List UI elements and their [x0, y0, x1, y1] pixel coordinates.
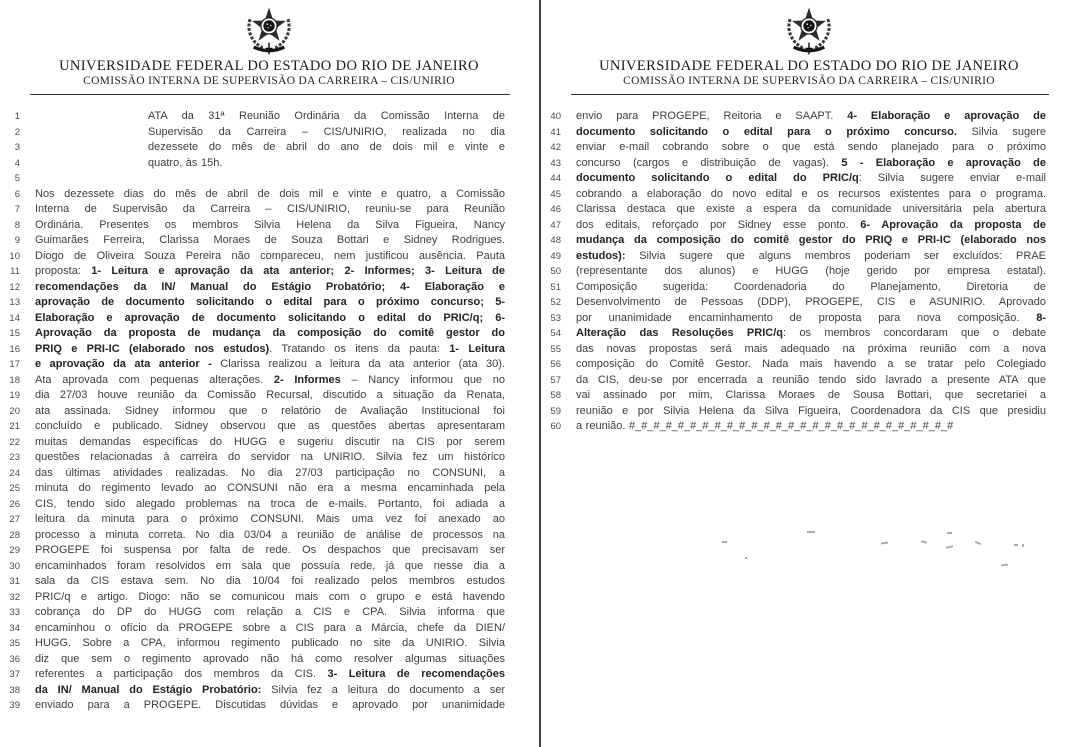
document-line	[541, 156, 1077, 172]
line-number: 31	[9, 576, 20, 587]
document-line	[0, 667, 538, 683]
document-line	[541, 249, 1077, 265]
line-number: 9	[14, 235, 20, 246]
page-2-body	[541, 109, 1077, 435]
document-line	[0, 574, 538, 590]
line-text: envio para PROGEPE, Reitoria e SAAPT. 4- Elaboração e aprovação de	[576, 110, 1046, 122]
line-number: 59	[550, 405, 561, 417]
document-line	[541, 187, 1077, 203]
document-line	[541, 295, 1077, 311]
document-line	[0, 652, 538, 668]
line-number: 34	[9, 622, 20, 634]
document-line	[0, 404, 538, 420]
line-text: recomendações da IN/ Manual do Estágio Probatório; 4- Elaboração e	[35, 280, 505, 293]
document-line	[0, 280, 538, 296]
document-line	[0, 512, 538, 528]
header-rule	[571, 94, 1049, 95]
document-line	[541, 388, 1077, 404]
line-number: 54	[550, 328, 561, 339]
page-2	[539, 0, 1077, 747]
document-line	[0, 590, 538, 606]
document-line	[0, 342, 538, 358]
line-text: enviar e-mail cobrando sobre o que está sendo planejado para o próximo	[576, 141, 1046, 153]
document-line	[0, 528, 538, 544]
line-number: 50	[550, 266, 561, 277]
line-number: 12	[9, 281, 20, 293]
line-number: 6	[14, 188, 20, 200]
line-text: por unanimidade encaminhamento de proposta para nova composição. 8-	[576, 311, 1046, 324]
line-text: aprovação de documento solicitando o edital para o próximo concurso; 5-	[35, 296, 505, 308]
document-line	[0, 683, 538, 699]
line-text: cobrando a elaboração do novo edital e os recursos existentes para o programa.	[576, 187, 1046, 200]
document-line	[0, 249, 538, 265]
line-text: da CIS, deu-se por encerrada a reunião tendo sido lavrado a presente ATA que	[576, 373, 1046, 386]
document-line	[0, 481, 538, 497]
line-number: 21	[9, 421, 20, 432]
document-line	[0, 636, 538, 652]
line-text: cobrança do DP do HUGG com relação a CIS e CPA. Silvia informa que	[35, 606, 505, 618]
line-text: encaminhou o ofício da PROGEPE sobre a CIS para a Márcia, chefe da DIEN/	[35, 621, 505, 634]
line-number: 14	[9, 312, 20, 324]
document-line	[0, 373, 538, 389]
document-line	[0, 621, 538, 637]
line-text: quatro, às 15h.	[148, 156, 223, 169]
line-text: Elaboração e aprovação de documento solicitando o edital do PRIC/q; 6-	[35, 311, 505, 324]
document-line	[541, 171, 1077, 187]
line-number: 53	[550, 312, 561, 324]
line-text: Alteração das Resoluções PRIC/q: os membros concordaram que o debate	[576, 327, 1046, 339]
line-number: 15	[9, 328, 20, 339]
document-line	[0, 543, 538, 559]
header-rule	[30, 94, 510, 95]
line-text: da IN/ Manual do Estágio Probatório: Silvia fez a leitura do documento a ser	[35, 683, 505, 696]
line-text: Clarissa destaca que existe a espera da comunidade universitária pela abertura	[576, 203, 1046, 215]
line-text: Desenvolvimento de Pessoas (DDP), PROGEPE, CIS e ASUNIRIO. Aprovado	[576, 296, 1046, 308]
line-text: CIS, tendo sido alegado problemas na troca de e-mails. Portanto, foi adiada a	[35, 497, 505, 510]
document-line	[541, 357, 1077, 373]
line-number: 3	[14, 142, 20, 153]
line-text: Ata aprovada com pequenas alterações. 2- Informes – Nancy informou que no	[35, 373, 505, 386]
line-text: proposta: 1- Leitura e aprovação da ata anterior; 2- Informes; 3- Leitura de	[35, 265, 505, 277]
line-number: 42	[550, 142, 561, 153]
document-line	[541, 326, 1077, 342]
line-text: documento solicitando o edital para o próximo concurso. Silvia sugere	[576, 125, 1046, 138]
line-text: leitura da minuta para o próximo CONSUNI. Mais uma vez foi anexado ao	[35, 513, 505, 525]
line-number: 1	[14, 111, 20, 122]
line-number: 47	[550, 219, 561, 231]
line-number: 37	[9, 669, 20, 680]
document-line	[541, 373, 1077, 389]
line-number: 28	[9, 529, 20, 541]
document-line	[0, 140, 538, 156]
line-text: HUGG. Sobre a CPA, informou regimento publicado no site da UNIRIO. Silvia	[35, 637, 505, 649]
line-number: 30	[9, 560, 20, 572]
line-text: Diogo de Oliveira Souza Pereira não compareceu, nem justificou ausência. Pauta	[35, 249, 505, 262]
document-line	[0, 466, 538, 482]
line-number: 29	[9, 545, 20, 556]
page-1	[0, 0, 538, 747]
line-number: 26	[9, 498, 20, 510]
page-1-body	[0, 109, 538, 714]
line-text: das últimas atividades realizadas. No dia 27/03 participação no CONSUNI, a	[35, 466, 505, 479]
document-line	[0, 233, 538, 249]
line-text: Interna de Supervisão da Carreira – CIS/UNIRIO, reuniu-se para Reunião	[35, 203, 505, 215]
line-number: 33	[9, 607, 20, 618]
document-line	[541, 311, 1077, 327]
line-text: ATA da 31ª Reunião Ordinária da Comissão Interna de	[148, 110, 505, 122]
document-line	[0, 125, 538, 141]
line-text: estudos): Silvia sugere que alguns membros poderiam ser excluídos: PRAE	[576, 249, 1046, 262]
line-number: 20	[9, 405, 20, 417]
document-line	[0, 326, 538, 342]
line-text: (representante dos alunos) e HUGG (hoje gerido por empresa estatal).	[576, 265, 1046, 277]
line-text: processo a minuta correta. No dia 03/04 a reunião de análise de processos na	[35, 528, 505, 541]
line-number: 10	[9, 250, 20, 262]
line-text	[35, 171, 505, 187]
line-text: dia 27/03 houve reunião da Comissão Recursal, discutido a situação da Renata,	[35, 389, 505, 401]
line-text: concluído e publicado. Sidney observou que as questões abertas apresentaram	[35, 420, 505, 432]
document-line	[0, 388, 538, 404]
document-line	[541, 264, 1077, 280]
line-number: 7	[14, 204, 20, 215]
document-line	[541, 125, 1077, 141]
line-text: a reunião. #_#_#_#_#_#_#_#_#_#_#_#_#_#_#_#_#_#_#_#_#_#_#_#_#_#_#	[576, 420, 954, 432]
line-number: 41	[550, 126, 561, 138]
line-number: 51	[550, 281, 561, 293]
brazil-coat-of-arms-icon	[241, 3, 297, 57]
document-line	[0, 450, 538, 466]
line-text: vai assinado por mim, Clarissa Moraes de Sousa Bottari, que secretariei a	[576, 389, 1046, 401]
document-line	[541, 404, 1077, 420]
document-line	[0, 605, 538, 621]
document-line	[541, 419, 1077, 435]
document-line	[0, 419, 538, 435]
line-text: sala da CIS estava sem. No dia 10/04 foi realizado pelos membros estudos	[35, 575, 505, 587]
line-number: 35	[9, 638, 20, 649]
line-number: 25	[9, 483, 20, 494]
line-text: dezessete do mês de abril do ano de dois mil e vinte e	[148, 141, 505, 153]
document-line	[0, 171, 538, 187]
university-name: UNIVERSIDADE FEDERAL DO ESTADO DO RIO DE JANEIRO	[599, 58, 1019, 74]
line-number: 2	[14, 126, 20, 138]
document-line	[0, 187, 538, 203]
line-text: Supervisão da Carreira – CIS/UNIRIO, realizada no dia	[148, 125, 505, 138]
line-text: muitas demandas específicas do HUGG e sugeriu discutir na CIS por serem	[35, 435, 505, 448]
line-number: 55	[550, 343, 561, 355]
line-text: PRIQ e PRI-IC (elaborado nos estudos). Tratando os itens da pauta: 1- Leitura	[35, 342, 505, 355]
document-line	[0, 264, 538, 280]
document-line	[0, 497, 538, 513]
line-text: Nos dezessete dias do mês de abril de dois mil e vinte e quatro, a Comissão	[35, 187, 505, 200]
document-line	[541, 109, 1077, 125]
line-text: diz que sem o regimento aprovado não há como resolver algumas situações	[35, 652, 505, 665]
line-text: concurso (cargos e distribuição de vagas). 5 - Elaboração e aprovação de	[576, 156, 1046, 169]
line-text: Composição sugerida: Coordenadoria do Planejamento, Diretoria de	[576, 280, 1046, 293]
line-text: enviado para a PROGEPE. Discutidas dúvidas e aprovado por unanimidade	[35, 699, 505, 711]
line-number: 58	[550, 390, 561, 401]
line-number: 45	[550, 188, 561, 200]
line-text: mudança da composição do comitê gestor do PRIQ e PRI-IC (elaborado nos	[576, 234, 1046, 246]
line-number: 8	[14, 219, 20, 231]
line-number: 43	[550, 157, 561, 169]
document-line	[0, 218, 538, 234]
line-number: 27	[9, 514, 20, 525]
line-number: 56	[550, 359, 561, 370]
document-line	[0, 435, 538, 451]
line-number: 49	[550, 250, 561, 262]
document-line	[541, 140, 1077, 156]
line-text: das novas propostas será mais adequado na próxima reunião com a nova	[576, 342, 1046, 355]
line-text: encaminhados foram resolvidos em sala que possuía rede, já que nesse dia a	[35, 559, 505, 572]
line-text: PROGEPE foi suspensa por falta de rede. Os despachos que precisavam ser	[35, 544, 505, 556]
line-text: Guimarães Ferreira, Clarissa Moraes de Souza Bottari e Sidney Rodrigues.	[35, 234, 505, 246]
line-number: 11	[10, 266, 20, 277]
line-number: 36	[9, 653, 20, 665]
line-number: 19	[9, 390, 20, 401]
line-text: questões relacionadas à carreira do servidor na UNIRIO. Silvia fez um histórico	[35, 451, 505, 463]
document-line	[541, 233, 1077, 249]
document-line	[541, 202, 1077, 218]
line-text: PRIC/q e artigo. Diogo: não se comunicou mais com o grupo e está havendo	[35, 590, 505, 603]
line-text: composição do Comitê Gestor. Nada mais havendo a se tratar pelo Colegiado	[576, 358, 1046, 370]
commission-name: COMISSÃO INTERNA DE SUPERVISÃO DA CARREIRA – CIS/UNIRIO	[83, 75, 455, 87]
document-line	[0, 295, 538, 311]
line-number: 5	[14, 173, 20, 184]
line-number: 23	[9, 452, 20, 463]
line-number: 22	[9, 436, 20, 448]
document-line	[541, 218, 1077, 234]
document-line	[0, 202, 538, 218]
line-number: 40	[550, 111, 561, 122]
line-number: 4	[14, 157, 20, 169]
line-number: 39	[9, 700, 20, 711]
document-line	[541, 280, 1077, 296]
document-line	[541, 342, 1077, 358]
line-number: 52	[550, 297, 561, 308]
line-text: ata assinada. Sidney informou que o relatório de Avaliação Institucional foi	[35, 404, 505, 417]
commission-name: COMISSÃO INTERNA DE SUPERVISÃO DA CARREIRA – CIS/UNIRIO	[623, 75, 995, 87]
document-line	[0, 357, 538, 373]
document-line	[0, 311, 538, 327]
line-number: 16	[9, 343, 20, 355]
line-number: 18	[9, 374, 20, 386]
document-line	[0, 698, 538, 714]
line-text: dos editais, reforçado por Sidney esse ponto. 6- Aprovação da proposta de	[576, 218, 1046, 231]
line-text: Ordinária. Presentes os membros Silvia Helena da Silva Figueira, Nancy	[35, 218, 505, 231]
line-number: 44	[550, 173, 561, 184]
document-line	[0, 156, 538, 172]
line-number: 32	[9, 591, 20, 603]
line-number: 48	[550, 235, 561, 246]
university-name: UNIVERSIDADE FEDERAL DO ESTADO DO RIO DE JANEIRO	[59, 58, 479, 74]
line-number: 13	[9, 297, 20, 308]
line-number: 57	[550, 374, 561, 386]
line-number: 24	[9, 467, 20, 479]
line-number: 17	[9, 359, 20, 370]
line-number: 60	[550, 421, 561, 432]
line-number: 46	[550, 204, 561, 215]
line-text: reunião e por Silvia Helena da Silva Figueira, Coordenadora da CIS que presidiu	[576, 404, 1046, 417]
line-text: minuta do regimento levado ao CONSUNI não era a mesma encaminhada pela	[35, 482, 505, 494]
line-text: Aprovação da proposta de mudança da composição do comitê gestor do	[35, 327, 505, 339]
line-text: referentes a participação dos membros da CIS. 3- Leitura de recomendações	[35, 668, 505, 680]
line-text: documento solicitando o edital do PRIC/q: Silvia sugere enviar e-mail	[576, 172, 1046, 184]
line-number: 38	[9, 684, 20, 696]
document-line	[0, 109, 538, 125]
document-line	[0, 559, 538, 575]
line-text: e aprovação da ata anterior - Clarissa realizou a leitura da ata anterior (ata 30).	[35, 358, 505, 370]
brazil-coat-of-arms-icon	[781, 3, 837, 57]
